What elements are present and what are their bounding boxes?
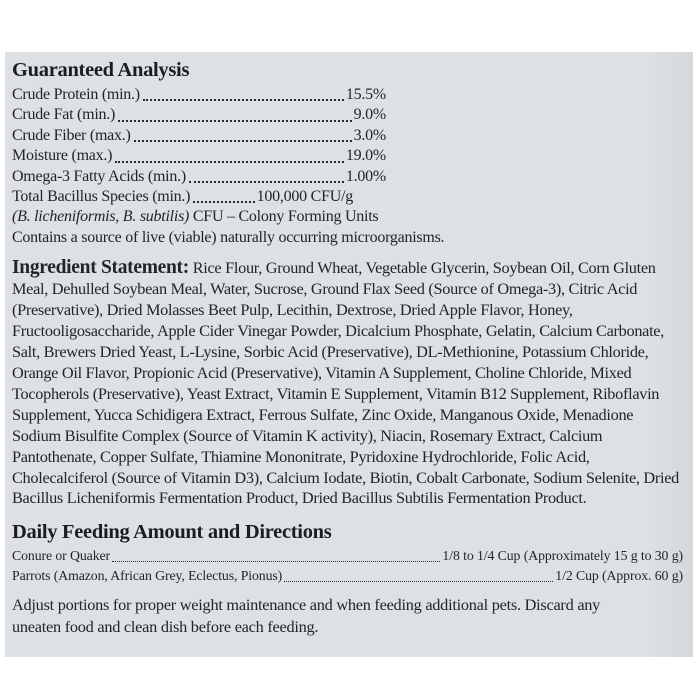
guaranteed-analysis-section xyxy=(12,58,683,248)
analysis-row-omega3 xyxy=(12,167,386,187)
analysis-row-crude-protein xyxy=(12,85,386,105)
analysis-value: 9.0% xyxy=(353,106,386,124)
dot-leader xyxy=(284,581,553,582)
feeding-value: 1/8 to 1/4 Cup (Approximately 15 g to 30 g) xyxy=(442,548,683,564)
dot-leader xyxy=(189,181,344,183)
analysis-label: Total Bacillus Species (min.) xyxy=(12,188,191,206)
analysis-row-crude-fiber xyxy=(12,126,386,146)
analysis-label: Crude Protein (min.) xyxy=(12,86,140,103)
analysis-value: 3.0% xyxy=(353,126,386,144)
dot-leader xyxy=(115,161,344,163)
ingredient-list-text: Rice Flour, Ground Wheat, Vegetable Glycerin, Soybean Oil, Corn Gluten Meal, Dehulled Soybean Meal, Water, Sucrose, Ground Flax Seed (Source of Omega-3), Citric Acid (Preservative), Dried Molasses Beet Pulp, Lecithin, Dextrose, Dried Apple Flavor, Honey, Fructooligosaccharide, Apple Cider Vinegar Powder, Dicalcium Phosphate, Gelatin, Calcium Carbonate, Salt, Brewers Dried Yeast, L-Lysine, Sorbic Acid (Preservative), DL-Methionine, Potassium Chloride, Orange Oil Flavor, Propionic Acid (Preservative), Vitamin A Supplement, Choline Chloride, Mixed Tocopherols (Preservative), Yeast Extract, Vitamin E Supplement, Vitamin B12 Supplement, Riboflavin Supplement, Yucca Schidigera Extract, Ferrous Sulfate, Zinc Oxide, Manganous Oxide, Menadione Sodium Bisulfite Complex (Source of Vitamin K activity), Niacin, Rosemary Extract, Calcium Pantothenate, Copper Sulfate, Thiamine Mononitrate, Pyridoxine Hydrochloride, Folic Acid, Cholecalciferol (Source of Vitamin D3), Calcium Iodate, Biotin, Cobalt Carbonate, Sodium Selenite, Dried Bacillus Licheniformis Fermentation Product, Dried Bacillus Subtilis Fermentation Product. xyxy=(12,258,680,508)
dot-leader xyxy=(118,120,352,122)
ingredient-paragraph xyxy=(12,258,683,509)
feeding-label: Conure or Quaker xyxy=(12,548,111,564)
dot-leader xyxy=(112,561,440,562)
dot-leader xyxy=(143,99,344,101)
analysis-label: Omega-3 Fatty Acids (min.) xyxy=(12,167,186,185)
analysis-value: 15.5% xyxy=(345,86,386,103)
feeding-row-parrots xyxy=(12,566,683,586)
nutrition-label-panel xyxy=(5,52,693,657)
analysis-value: 1.00% xyxy=(345,167,386,185)
feeding-rows xyxy=(12,546,683,585)
feeding-adjustment-note: Adjust portions for proper weight maintenance and when feeding additional pets. Discard any uneaten food and clean dish before each feeding. xyxy=(12,595,601,636)
bacillus-species-note xyxy=(12,207,683,228)
guaranteed-analysis-title: Guaranteed Analysis xyxy=(12,59,190,81)
analysis-row-bacillus xyxy=(12,187,353,207)
feeding-title: Daily Feeding Amount and Directions xyxy=(12,521,332,544)
ingredient-statement-title: Ingredient Statement: xyxy=(12,257,189,279)
analysis-label: Crude Fiber (max.) xyxy=(12,126,131,144)
microorganisms-note: Contains a source of live (viable) naturally occurring microorganisms. xyxy=(12,228,445,246)
analysis-label: Moisture (max.) xyxy=(12,147,113,165)
analysis-value: 19.0% xyxy=(345,147,386,165)
analysis-row-crude-fat xyxy=(12,105,386,125)
dot-leader xyxy=(193,201,254,203)
analysis-value: 100,000 CFU/g xyxy=(256,188,353,206)
feeding-row-conure xyxy=(12,546,683,566)
guaranteed-analysis-rows xyxy=(12,85,386,207)
feeding-directions-section xyxy=(12,520,683,637)
analysis-label: Crude Fat (min.) xyxy=(12,106,116,124)
feeding-value: 1/2 Cup (Approx. 60 g) xyxy=(555,567,683,583)
feeding-label: Parrots (Amazon, African Grey, Eclectus, Pionus) xyxy=(12,567,283,583)
analysis-row-moisture xyxy=(12,146,386,166)
bacillus-species-italic: (B. licheniformis, B. subtilis) xyxy=(12,208,190,226)
cfu-definition: CFU – Colony Forming Units xyxy=(189,208,379,226)
ingredient-statement-section xyxy=(12,258,683,509)
dot-leader xyxy=(134,140,352,142)
